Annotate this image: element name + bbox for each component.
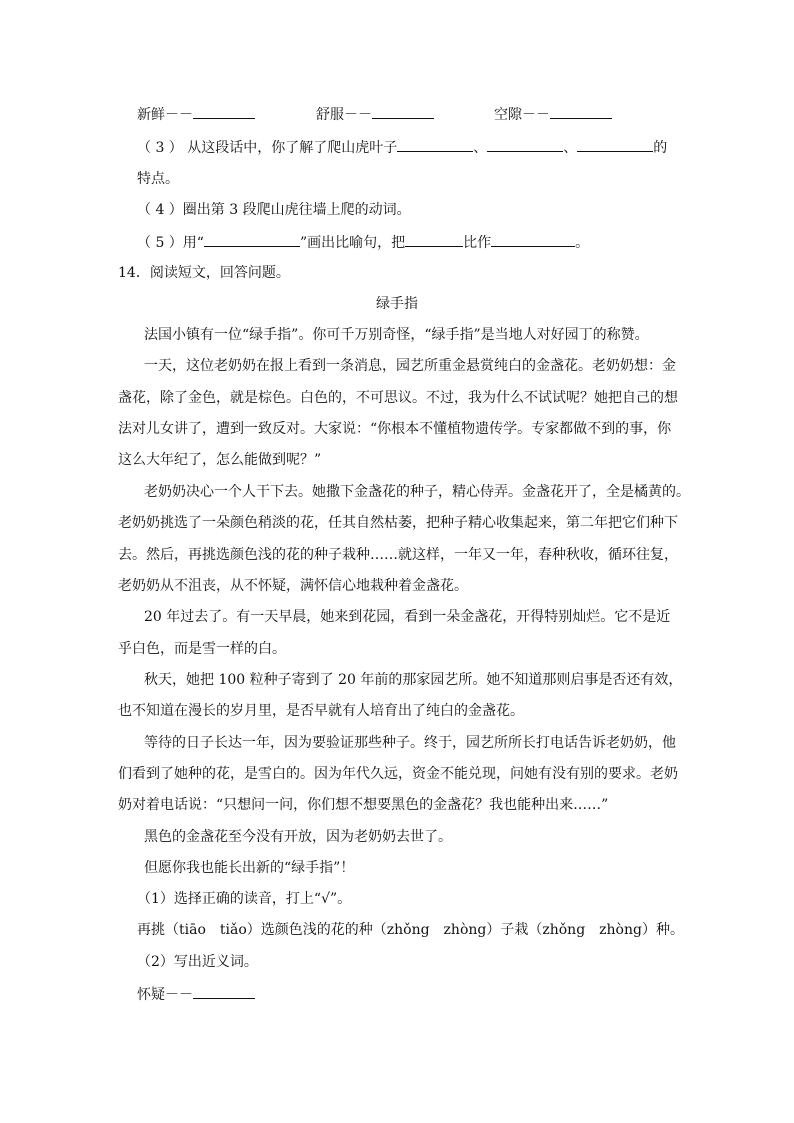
passage-line: 一天，这位老奶奶在报上看到一条消息，园艺所重金悬赏纯白的金盏花。老奶奶想：金 bbox=[144, 358, 676, 374]
question-14-header: 14．阅读短文，回答问题。 bbox=[118, 265, 290, 281]
synonym-sep: －－ bbox=[165, 987, 193, 1003]
synonym-sep: －－ bbox=[522, 107, 550, 123]
passage-line: 黑色的金盏花至今没有开放，因为老奶奶去世了。 bbox=[144, 829, 452, 845]
sub-question-1: （1）选择正确的读音，打上“√”。 bbox=[137, 891, 352, 907]
passage-line: 法国小镇有一位“绿手指”。你可千万别奇怪，“绿手指”是当地人对好园丁的称赞。 bbox=[144, 327, 649, 343]
question-3-cont: 特点。 bbox=[137, 171, 179, 187]
answer-blank[interactable] bbox=[577, 137, 653, 152]
synonym-item-1 bbox=[137, 104, 255, 125]
synonym-word: 空隙 bbox=[494, 107, 522, 123]
synonym-item-2 bbox=[316, 104, 434, 125]
synonym-item-3 bbox=[494, 104, 612, 125]
answer-blank[interactable] bbox=[193, 104, 255, 119]
separator: 、 bbox=[473, 140, 488, 156]
answer-blank[interactable] bbox=[193, 984, 255, 999]
answer-blank[interactable] bbox=[372, 104, 434, 119]
question-text-end: 。 bbox=[575, 235, 590, 251]
passage-line: 但愿你我也能长出新的“绿手指”！ bbox=[144, 860, 355, 876]
passage-line: 老奶奶从不沮丧，从不怀疑，满怀信心地栽种着金盏花。 bbox=[118, 578, 468, 594]
passage-line: 奶对着电话说：“只想问一问，你们想不想要黑色的金盏花？我也能种出来……” bbox=[118, 797, 609, 813]
synonym-word: 新鲜 bbox=[137, 107, 165, 123]
synonym-item-4 bbox=[137, 984, 255, 1005]
passage-line: 老奶奶决心一个人干下去。她撒下金盏花的种子，精心侍弄。金盏花开了，全是橘黄的。 bbox=[144, 484, 690, 500]
sub-question-2: （2）写出近义词。 bbox=[137, 954, 258, 970]
passage-line: 秋天，她把 100 粒种子寄到了 20 年前的那家园艺所。她不知道那则启事是否还有效， bbox=[144, 672, 683, 688]
synonym-sep: －－ bbox=[344, 107, 372, 123]
passage-line: 乎白色，而是雪一样的白。 bbox=[118, 641, 286, 657]
pronunciation-line[interactable]: 再挑（tiāo tiǎo）选颜色浅的花的种（zhǒng zhòng）子栽（zhǒng zhòng）种。 bbox=[137, 922, 684, 938]
synonym-sep: －－ bbox=[165, 107, 193, 123]
answer-blank[interactable] bbox=[204, 232, 300, 247]
passage-line: 这么大年纪了，怎么能做到呢？” bbox=[118, 452, 322, 468]
passage-line: 去。然后，再挑选颜色浅的花的种子栽种……就这样，一年又一年，春种秋收，循环往复， bbox=[118, 547, 678, 563]
answer-blank[interactable] bbox=[491, 232, 575, 247]
passage-line: 老奶奶挑选了一朵颜色稍淡的花，任其自然枯萎，把种子精心收集起来，第二年把它们种下 bbox=[118, 515, 678, 531]
passage-line: 等待的日子长达一年，因为要验证那些种子。终于，园艺所所长打电话告诉老奶奶，他 bbox=[144, 735, 676, 751]
question-number: （ 3 ） bbox=[137, 140, 183, 156]
answer-blank[interactable] bbox=[487, 137, 563, 152]
passage-line: 法对儿女讲了，遭到一致反对。大家说：“你根本不懂植物遗传学。专家都做不到的事，你 bbox=[118, 421, 672, 437]
synonym-word: 怀疑 bbox=[137, 987, 165, 1003]
question-text: （ 5 ）用“ bbox=[137, 235, 204, 251]
question-text-end: 的 bbox=[653, 140, 668, 156]
question-text: 从这段话中，你了解了爬山虎叶子 bbox=[187, 140, 398, 156]
question-text: ”画出比喻句，把 bbox=[299, 235, 406, 251]
passage-line: 们看到了她种的花，是雪白的。因为年代久远，资金不能兑现，问她有没有别的要求。老奶 bbox=[118, 766, 678, 782]
synonym-word: 舒服 bbox=[316, 107, 344, 123]
passage-line: 盏花，除了金色，就是棕色。白色的，不可思议。不过，我为什么不试试呢？她把自己的想 bbox=[118, 390, 678, 406]
question-5 bbox=[137, 232, 589, 253]
passage-line: 20 年过去了。有一天早晨，她来到花园，看到一朵金盏花，开得特别灿烂。它不是近 bbox=[144, 609, 671, 625]
answer-blank[interactable] bbox=[405, 232, 463, 247]
passage-line: 也不知道在漫长的岁月里，是否早就有人培育出了纯白的金盏花。 bbox=[118, 703, 524, 719]
question-3 bbox=[137, 137, 667, 158]
passage-title: 绿手指 bbox=[376, 296, 418, 312]
separator: 、 bbox=[563, 140, 578, 156]
answer-blank[interactable] bbox=[397, 137, 473, 152]
question-4: （ 4 ）圈出第 3 段爬山虎往墙上爬的动词。 bbox=[137, 202, 411, 218]
question-text: 比作 bbox=[463, 235, 492, 251]
answer-blank[interactable] bbox=[550, 104, 612, 119]
